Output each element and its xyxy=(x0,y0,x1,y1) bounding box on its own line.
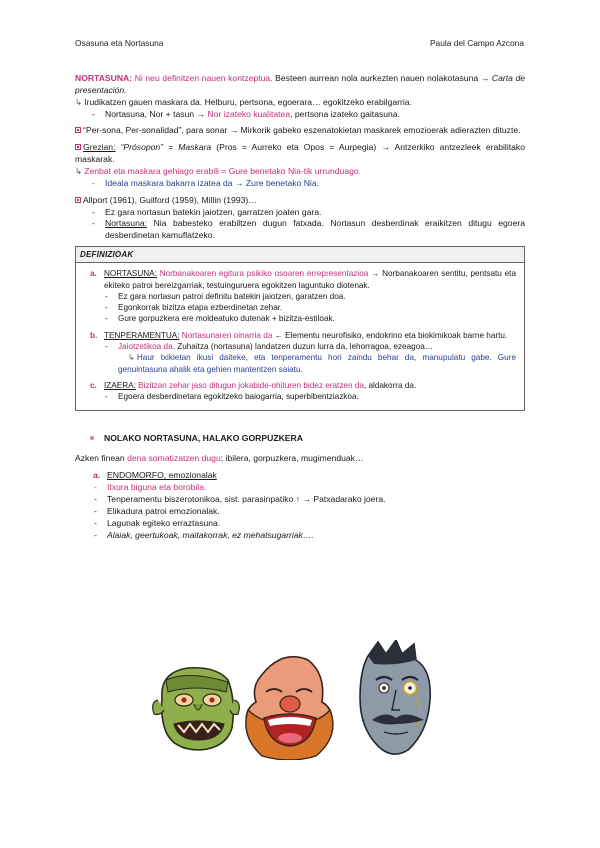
section-title xyxy=(75,433,525,445)
line3-c: , pertsona izateko gaitasuna. xyxy=(290,108,400,119)
definizioak-body xyxy=(76,263,524,409)
section-title-text: NOLAKO NORTASUNA, HALAKO GORPUZKERA xyxy=(104,432,303,443)
dash-icon: - xyxy=(105,342,108,352)
definition-b-s1-text: Zuhaitza (nortasuna) landatzen duzun lurra da, lehorragoa, ezeagoa… xyxy=(177,342,433,352)
document-body xyxy=(75,73,525,542)
definition-b-s2-text: Haur txikietan ikusi daiteke, eta tenperamentu hori zaindu behar da, manupulatu gabe. Gure genuintasuna ahalik eta gehien mantentzen saiatu. xyxy=(118,353,516,374)
greek-blue-text: Idealа maskara bakarra izatea da → Zure benetako Nia. xyxy=(105,177,320,188)
definition-a-label: NORTASUNA: xyxy=(104,269,157,279)
endo-l3 xyxy=(94,505,525,518)
dash-icon: - xyxy=(94,482,97,493)
section-intro-a: Azken finean xyxy=(75,452,125,463)
definition-c xyxy=(90,380,516,391)
endo-l1-text: Itxura biguna eta borobila. xyxy=(107,482,207,493)
dash-icon: - xyxy=(92,108,95,119)
allport-d2 xyxy=(92,218,525,242)
definition-a-s2-text: Egonkorrak bizitza etapa ezberdinetan zehar. xyxy=(118,303,283,313)
greek-a: “Prósopon” = Maskara xyxy=(120,142,212,153)
definition-a-s3 xyxy=(105,313,516,324)
endo-l5-text: Alaiak, geertukoak, maitakorrak, ez mehatsugarriak…. xyxy=(107,529,314,540)
endo-l2-text: Tenperamentu biszerotonikoa, sist. parasinpatiko ↑ → Patxadarako joera. xyxy=(107,494,386,505)
definition-b-rest: ← Elementu neurofisiko, endokrino eta biokimikoak barne hartu. xyxy=(274,330,508,340)
definition-a-s1-text: Ez gara nortasun patroi definitu batekin jaiotzen, garatzen doa. xyxy=(118,291,346,301)
endomorfo-number: a. xyxy=(93,470,101,481)
intro-highlight: Ni neu definitzen nauen kontzeptua. xyxy=(134,73,273,83)
definition-b-number: b. xyxy=(90,330,98,340)
definition-c-s1-text: Egoera desberdinetara egokitzeko baiogarria, superbibentziazkoa. xyxy=(118,392,359,402)
definition-a-s3-text: Gure gorpuzkera ere moldeatuko dutenak + bizitza-estiloak. xyxy=(118,314,335,324)
endo-l5 xyxy=(94,529,525,542)
definition-a-s1 xyxy=(105,291,516,302)
endomorfo-heading xyxy=(93,470,525,482)
allport-d1 xyxy=(92,206,525,219)
greek-blue-line xyxy=(92,177,525,190)
endo-l1 xyxy=(94,482,525,494)
section-intro-b: ; ibilera, gorpuzkera, mugimenduak… xyxy=(220,452,364,463)
line3-a: Nortasuna, Nor + tasun → xyxy=(105,108,206,119)
greek-paragraph xyxy=(75,142,525,166)
definizioak-title: DEFINIZIOAK xyxy=(76,247,524,263)
header-right: Paula del Campo Azcona xyxy=(429,38,524,48)
intro-paragraph xyxy=(75,73,525,97)
endo-l3-text: Elikadura patroi emozionalak. xyxy=(107,505,220,516)
line3-b: Nor izateko kualitatea xyxy=(207,108,291,119)
endo-l4-text: Lagunak egiteko erraztasuna. xyxy=(107,517,221,528)
return-arrow-icon: ↳ xyxy=(75,96,83,107)
dash-icon: - xyxy=(94,494,97,505)
definition-a xyxy=(90,268,517,291)
definition-b xyxy=(90,330,516,341)
intro-line2 xyxy=(75,97,525,109)
allport-line xyxy=(75,195,525,207)
dash-icon: - xyxy=(94,517,97,528)
dash-icon: - xyxy=(92,177,95,188)
intro-rest: Besteen aurrean nola aurkezten nauen nolakotasuna → xyxy=(275,73,490,83)
intro-line3 xyxy=(92,108,525,121)
definition-a-rest: → Norbanakoaren sentitu, pentsatu eta ekiteko patroi bereizgarriak, testuinguruera egokitzen laguntuko diotenak. xyxy=(104,269,517,290)
section-intro xyxy=(75,453,525,465)
definition-a-s2 xyxy=(105,302,516,313)
dash-icon: - xyxy=(105,291,108,301)
definition-c-number: c. xyxy=(90,381,97,391)
allport-d2-text: Nia babesteko erabiltzen dugun fatxada. Nortasun desberdinak eraikitzen ditugu egoera desberdinetan kamuflatzeko. xyxy=(105,218,525,241)
dash-icon: - xyxy=(92,218,95,229)
definition-b-s1 xyxy=(105,341,516,352)
endo-l4 xyxy=(94,517,525,530)
endo-l2 xyxy=(94,494,525,506)
laughing-bearded-face-icon xyxy=(246,657,333,760)
definition-a-pink: Norbanakoaren egitura psikiko osoaren errepresentazioa xyxy=(159,269,369,279)
cartoon-faces-illustration xyxy=(140,640,450,760)
dash-icon: - xyxy=(94,529,97,540)
dash-icon: - xyxy=(105,392,108,402)
greek-label: Grezian: xyxy=(83,142,116,153)
greek-pink-text: Zenbat eta maskara gehiago erabili = Gure benetako Nia-tik urrunduago. xyxy=(84,166,362,177)
dash-icon: - xyxy=(92,206,95,217)
greek-pink-line xyxy=(75,166,525,178)
nortasuna-term: NORTASUNA: xyxy=(75,73,133,83)
allport-d2-label: Nortasuna: xyxy=(105,218,148,229)
square-bullet-icon xyxy=(75,144,81,150)
return-arrow-icon: ↳ xyxy=(75,166,83,177)
square-bullet-icon xyxy=(75,197,81,203)
section-intro-pink: dena somatizatzen dugu xyxy=(127,452,221,463)
definition-c-label: IZAERA: xyxy=(104,381,136,391)
definizioak-box xyxy=(75,246,525,410)
dash-icon: - xyxy=(105,303,108,313)
grey-moustached-face-icon xyxy=(360,640,430,754)
return-arrow-icon: ↳ xyxy=(128,353,135,363)
endomorfo-label: ENDOMORFO, emozionalak xyxy=(107,470,217,481)
definition-c-s1 xyxy=(105,391,516,402)
dash-icon: - xyxy=(94,505,97,516)
greek-b: (Pros = Aurreko eta Opos = Aurpegia) → Antzerkiko antzezleek erabilitako maskarak. xyxy=(75,142,525,165)
persona-text: “Per-sona, Per-sonalidad”, para sonar → Mirkorik gabeko eszenatokietan maskarek emozioerak adierazten dituzte. xyxy=(83,125,521,136)
definition-b-s1-pink: Jaiotzetikoa da. xyxy=(118,342,175,352)
allport-d1-text: Ez gara nortasun batekin jaiotzen, garratzen joaten gara. xyxy=(105,206,322,217)
definition-c-rest: , aldakorra da. xyxy=(363,381,417,391)
definition-a-number: a. xyxy=(90,269,97,279)
round-bullet-icon xyxy=(90,436,94,440)
allport-text: Allport (1961), Guilford (1959), Millin (1993)… xyxy=(83,194,257,205)
definition-b-label: TENPERAMENTUA: xyxy=(104,330,180,340)
persona-paragraph xyxy=(75,125,525,137)
definition-c-pink: Bizitzan zehar jaso ditugun jokabide-ohituren bidez eratzen da xyxy=(138,381,364,391)
green-monster-face-icon xyxy=(153,668,240,750)
square-bullet-icon xyxy=(75,127,81,133)
definition-b-s2 xyxy=(118,352,516,375)
intro-italic: Carta de presentación. xyxy=(75,73,526,95)
definition-b-pink: Nortasunaren oinarria da xyxy=(181,330,273,340)
header-left: Osasuna eta Nortasuna xyxy=(75,38,164,48)
intro-line2-text: Irudikatzen gauen maskara da. Helburu, pertsona, egoerara… egokitzeko erabilgarria. xyxy=(84,96,412,107)
dash-icon: - xyxy=(105,314,108,324)
